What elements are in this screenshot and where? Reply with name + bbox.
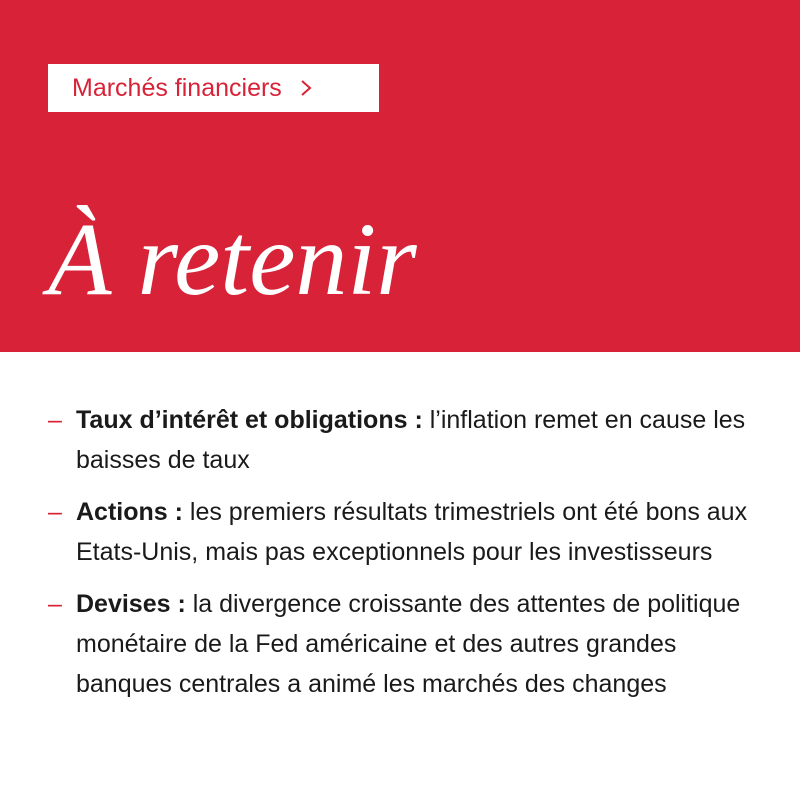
page-title: À retenir	[48, 202, 417, 317]
takeaway-text: l’inflation remet en cause les baisses de taux	[76, 406, 746, 474]
bullet-dash: –	[48, 498, 62, 526]
category-label: Marchés financiers	[72, 73, 282, 102]
category-link[interactable]	[48, 64, 379, 112]
takeaway-heading: Devises :	[76, 590, 186, 618]
header-banner	[0, 0, 800, 352]
takeaway-list	[48, 400, 768, 716]
chevron-right-icon	[298, 78, 314, 98]
takeaway-text: la divergence croissante des attentes de politique monétaire de la Fed américaine et des autres grandes banques centrales a animé les marchés des changes	[76, 590, 741, 698]
bullet-dash: –	[48, 590, 62, 618]
bullet-dash: –	[48, 406, 62, 434]
takeaway-item-equities	[48, 492, 768, 572]
takeaway-heading: Actions :	[76, 498, 183, 526]
takeaway-text: les premiers résultats trimestriels ont été bons aux Etats-Unis, mais pas exceptionnels pour les investisseurs	[76, 498, 748, 566]
takeaway-item-rates	[48, 400, 768, 480]
takeaway-heading: Taux d’intérêt et obligations :	[76, 406, 423, 434]
takeaway-item-currencies	[48, 584, 768, 704]
